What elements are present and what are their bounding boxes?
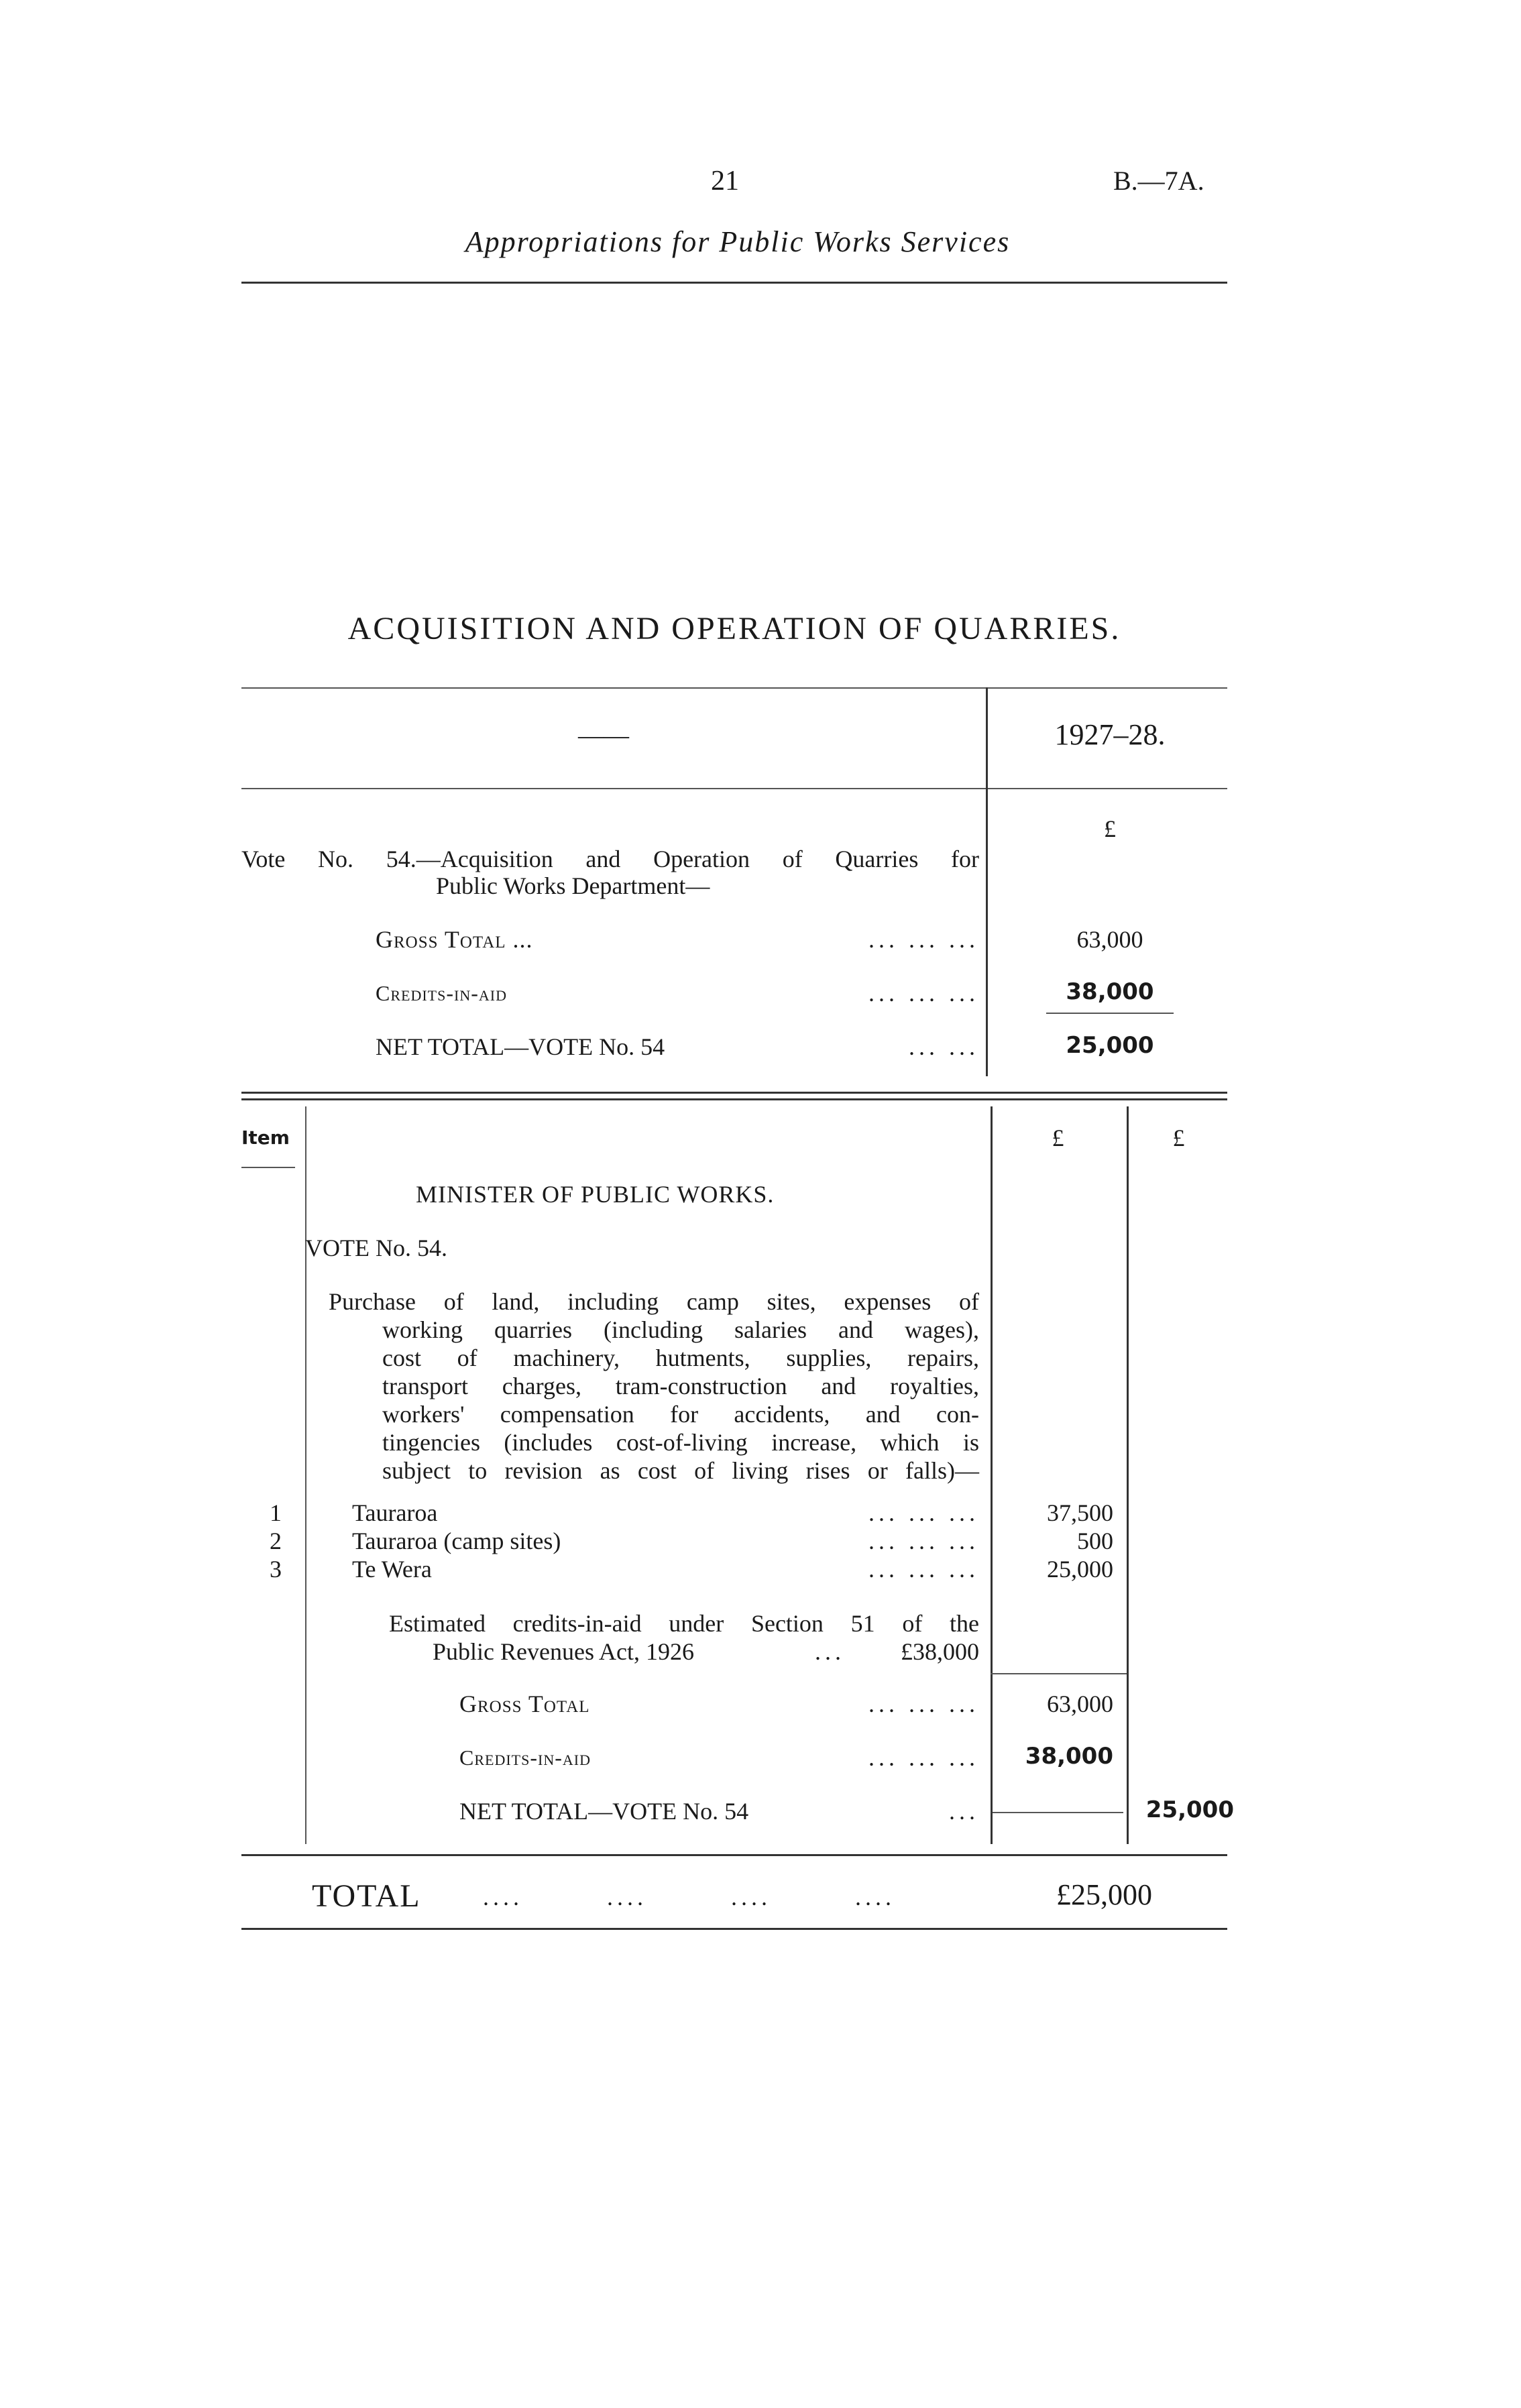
- detail-net-value: 25,000: [1145, 1796, 1234, 1823]
- estimated-credits-value: £38,000: [901, 1638, 979, 1665]
- page-number: 21: [711, 166, 739, 196]
- estimated-credits-line1: Estimated credits-in-aid under Section 51 of the: [389, 1610, 979, 1637]
- detail-gross-dots: ... ... ...: [868, 1690, 979, 1717]
- description-line-2: working quarries (including salaries and wages),: [382, 1316, 979, 1343]
- amount-column-divider: [991, 1106, 993, 1844]
- item-dots: ... ... ...: [868, 1556, 979, 1583]
- item-column-divider: [305, 1106, 306, 1844]
- item-value: 500: [1077, 1528, 1113, 1554]
- summary-year-header: 1927–28.: [1054, 718, 1166, 751]
- summary-bottom-rule-1: [241, 1092, 1227, 1094]
- estimated-credits-dots: ...: [815, 1638, 845, 1665]
- summary-subtotal-rule: [1046, 1013, 1174, 1014]
- item-value: 25,000: [1047, 1556, 1113, 1583]
- grand-total-label: TOTAL: [312, 1878, 421, 1914]
- summary-header-divider: [986, 687, 988, 788]
- item-header: Item: [241, 1127, 290, 1149]
- summary-currency: £: [1104, 815, 1116, 842]
- items-subtotal-rule: [991, 1673, 1127, 1674]
- summary-credits-label: Credits-in-aid: [376, 981, 507, 1005]
- amount-currency: £: [1052, 1125, 1064, 1151]
- summary-gross-label: Gross Total ...: [376, 926, 533, 953]
- summary-gross-value: 63,000: [1076, 926, 1143, 953]
- description-line-4: transport charges, tram-construction and royalties,: [382, 1373, 979, 1399]
- summary-body-divider: [986, 788, 988, 1076]
- total-currency: £: [1172, 1125, 1185, 1151]
- section-title: ACQUISITION AND OPERATION OF QUARRIES.: [347, 611, 1121, 646]
- item-value: 37,500: [1047, 1499, 1113, 1526]
- item-dots: ... ... ...: [868, 1528, 979, 1554]
- detail-credits-dots: ... ... ...: [868, 1744, 979, 1771]
- summary-header-rule: [241, 788, 1227, 789]
- header-rule: [241, 282, 1227, 284]
- summary-credits-value: 38,000: [1066, 978, 1154, 1005]
- running-title: Appropriations for Public Works Services: [465, 225, 1011, 258]
- total-column-divider: [1127, 1106, 1129, 1844]
- item-name: Tauraroa: [352, 1499, 438, 1526]
- item-header-rule: [241, 1167, 295, 1168]
- detail-gross-label: Gross Total: [459, 1690, 590, 1717]
- summary-top-rule: [241, 687, 1227, 689]
- summary-vote-line2: Public Works Department—: [436, 872, 710, 899]
- summary-credits-dots: ... ... ...: [868, 980, 979, 1007]
- summary-net-label: NET TOTAL—VOTE No. 54: [376, 1033, 665, 1060]
- item-number: 1: [270, 1499, 282, 1526]
- item-number: 2: [270, 1528, 282, 1554]
- detail-credits-value: 38,000: [1025, 1743, 1113, 1770]
- vote-heading: VOTE No. 54.: [305, 1235, 447, 1261]
- item-number: 3: [270, 1556, 282, 1583]
- detail-net-rule: [993, 1812, 1123, 1813]
- grand-total-dots: .... .... .... ....: [483, 1884, 895, 1910]
- item-dots: ... ... ...: [868, 1499, 979, 1526]
- estimated-credits-line2: Public Revenues Act, 1926: [433, 1638, 694, 1665]
- description-line-6: tingencies (includes cost-of-living increase, which is: [382, 1429, 979, 1456]
- description-line-7: subject to revision as cost of living rises or falls)—: [382, 1457, 979, 1484]
- minister-heading: MINISTER OF PUBLIC WORKS.: [416, 1181, 775, 1208]
- grand-total-value: £25,000: [1056, 1878, 1152, 1911]
- summary-gross-dots: ... ... ...: [868, 926, 979, 953]
- detail-bottom-rule: [241, 1854, 1227, 1856]
- grand-total-rule: [241, 1928, 1227, 1930]
- detail-gross-value: 63,000: [1047, 1690, 1113, 1717]
- summary-bottom-rule-2: [241, 1098, 1227, 1100]
- item-name: Tauraroa (camp sites): [352, 1528, 561, 1554]
- item-name: Te Wera: [352, 1556, 432, 1583]
- summary-dash-header: ——: [578, 722, 629, 750]
- description-line-1: Purchase of land, including camp sites, expenses of: [329, 1288, 979, 1315]
- detail-credits-label: Credits-in-aid: [459, 1745, 591, 1770]
- document-reference: B.—7A.: [1113, 166, 1204, 196]
- description-line-3: cost of machinery, hutments, supplies, repairs,: [382, 1344, 979, 1371]
- summary-net-dots: ... ...: [909, 1033, 979, 1060]
- description-line-5: workers' compensation for accidents, and con-: [382, 1401, 979, 1428]
- summary-net-value: 25,000: [1066, 1032, 1154, 1059]
- detail-net-dots: ...: [949, 1798, 979, 1825]
- summary-vote-line1: Vote No. 54.—Acquisition and Operation of Quarries for: [241, 846, 979, 872]
- detail-net-label: NET TOTAL—VOTE No. 54: [459, 1798, 749, 1825]
